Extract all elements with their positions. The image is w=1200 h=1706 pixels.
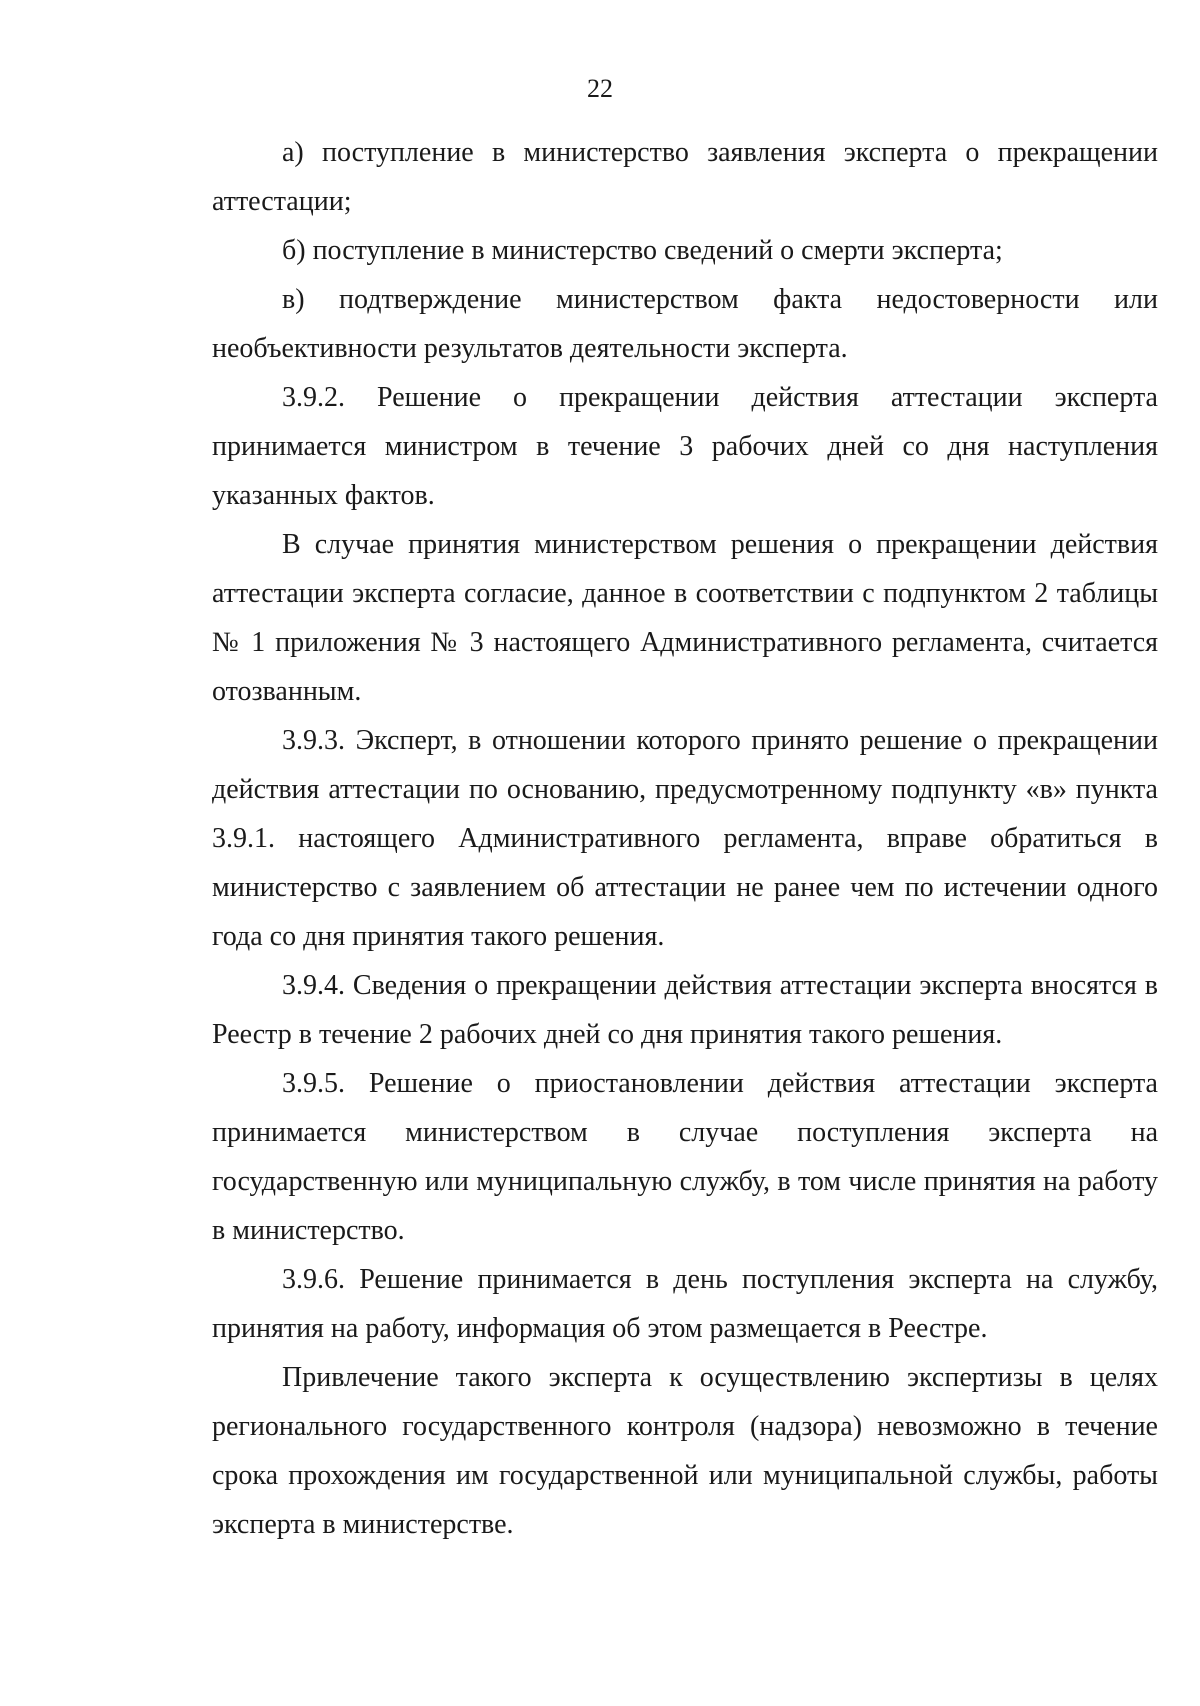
paragraph-item-a: а) поступление в министерство заявления эксперта о прекращении аттестации; xyxy=(212,137,1158,217)
page-number: 22 xyxy=(587,74,613,103)
paragraph-3-9-3: 3.9.3. Эксперт, в отношении которого принято решение о прекращении действия аттестации по основанию, предусмотренному подпункту «в» пункта 3.9.1. настоящего Административного регламента, вправе обратиться в министерство с заявлением об аттестации не ранее чем по истечении одного года со дня принятия такого решения. xyxy=(212,725,1158,952)
paragraph-expert-involvement: Привлечение такого эксперта к осуществлению экспертизы в целях регионального государственного контроля (надзора) невозможно в течение срока прохождения им государственной или муниципальной службы, работы эксперта в министерстве. xyxy=(212,1362,1158,1540)
paragraph-item-v: в) подтверждение министерством факта недостоверности или необъективности результатов деятельности эксперта. xyxy=(212,284,1158,364)
paragraph-3-9-5: 3.9.5. Решение о приостановлении действия аттестации эксперта принимается министерством в случае поступления эксперта на государственную или муниципальную службу, в том числе принятия на работу в министерство. xyxy=(212,1068,1158,1246)
document-body xyxy=(212,128,1158,1549)
paragraph-3-9-6: 3.9.6. Решение принимается в день поступления эксперта на службу, принятия на работу, информация об этом размещается в Реестре. xyxy=(212,1264,1158,1344)
paragraph-3-9-2: 3.9.2. Решение о прекращении действия аттестации эксперта принимается министром в течение 3 рабочих дней со дня наступления указанных фактов. xyxy=(212,382,1158,511)
paragraph-consent-revoked: В случае принятия министерством решения о прекращении действия аттестации эксперта согласие, данное в соответствии с подпунктом 2 таблицы № 1 приложения № 3 настоящего Административного регламента, считается отозванным. xyxy=(212,529,1158,707)
paragraph-item-b: б) поступление в министерство сведений о смерти эксперта; xyxy=(282,235,1003,266)
paragraph-3-9-4: 3.9.4. Сведения о прекращении действия аттестации эксперта вносятся в Реестр в течение 2 рабочих дней со дня принятия такого решения. xyxy=(212,970,1158,1050)
